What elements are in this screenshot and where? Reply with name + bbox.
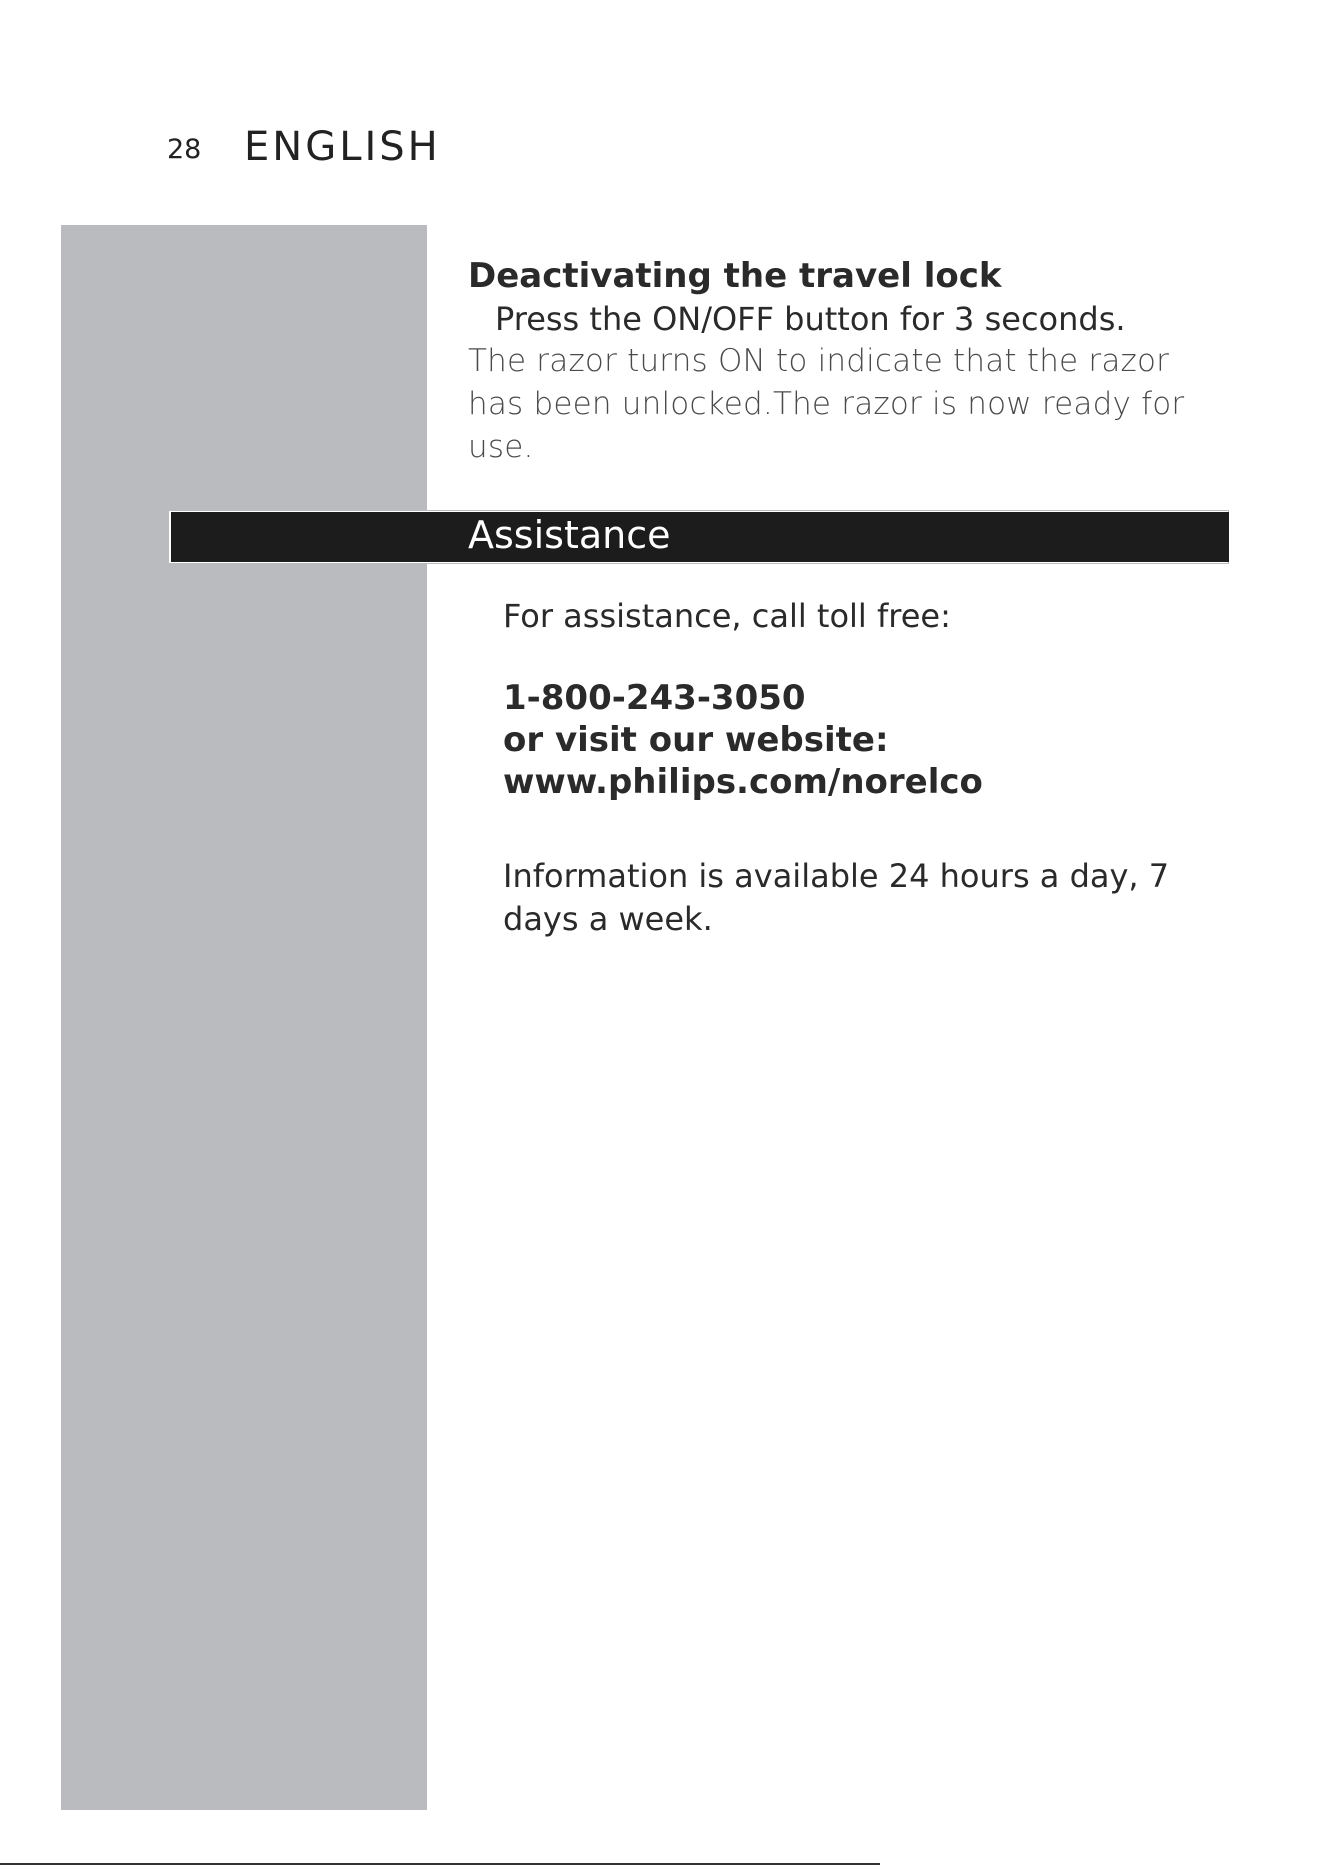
assistance-heading: Assistance: [468, 513, 671, 557]
travel-lock-result: The razor turns ON to indicate that the razor has been unlocked.The razor is now ready for use.: [468, 343, 1185, 465]
assistance-website: www.philips.com/norelco: [503, 762, 983, 802]
bottom-rule: [0, 1863, 880, 1865]
assistance-heading-bar: [171, 512, 1229, 562]
page-language-title: ENGLISH: [244, 124, 441, 170]
travel-lock-heading: Deactivating the travel lock: [468, 256, 1002, 296]
travel-lock-step: Press the ON/OFF button for 3 seconds.: [495, 300, 1126, 338]
assistance-availability: Information is available 24 hours a day, 7 days a week.: [503, 857, 1170, 938]
page-number: 28: [167, 134, 202, 165]
gray-sidebar: [61, 225, 427, 1810]
assistance-phone: 1-800-243-3050: [503, 678, 806, 718]
assistance-intro: For assistance, call toll free:: [503, 597, 951, 635]
assistance-visit-text: or visit our website:: [503, 720, 889, 760]
